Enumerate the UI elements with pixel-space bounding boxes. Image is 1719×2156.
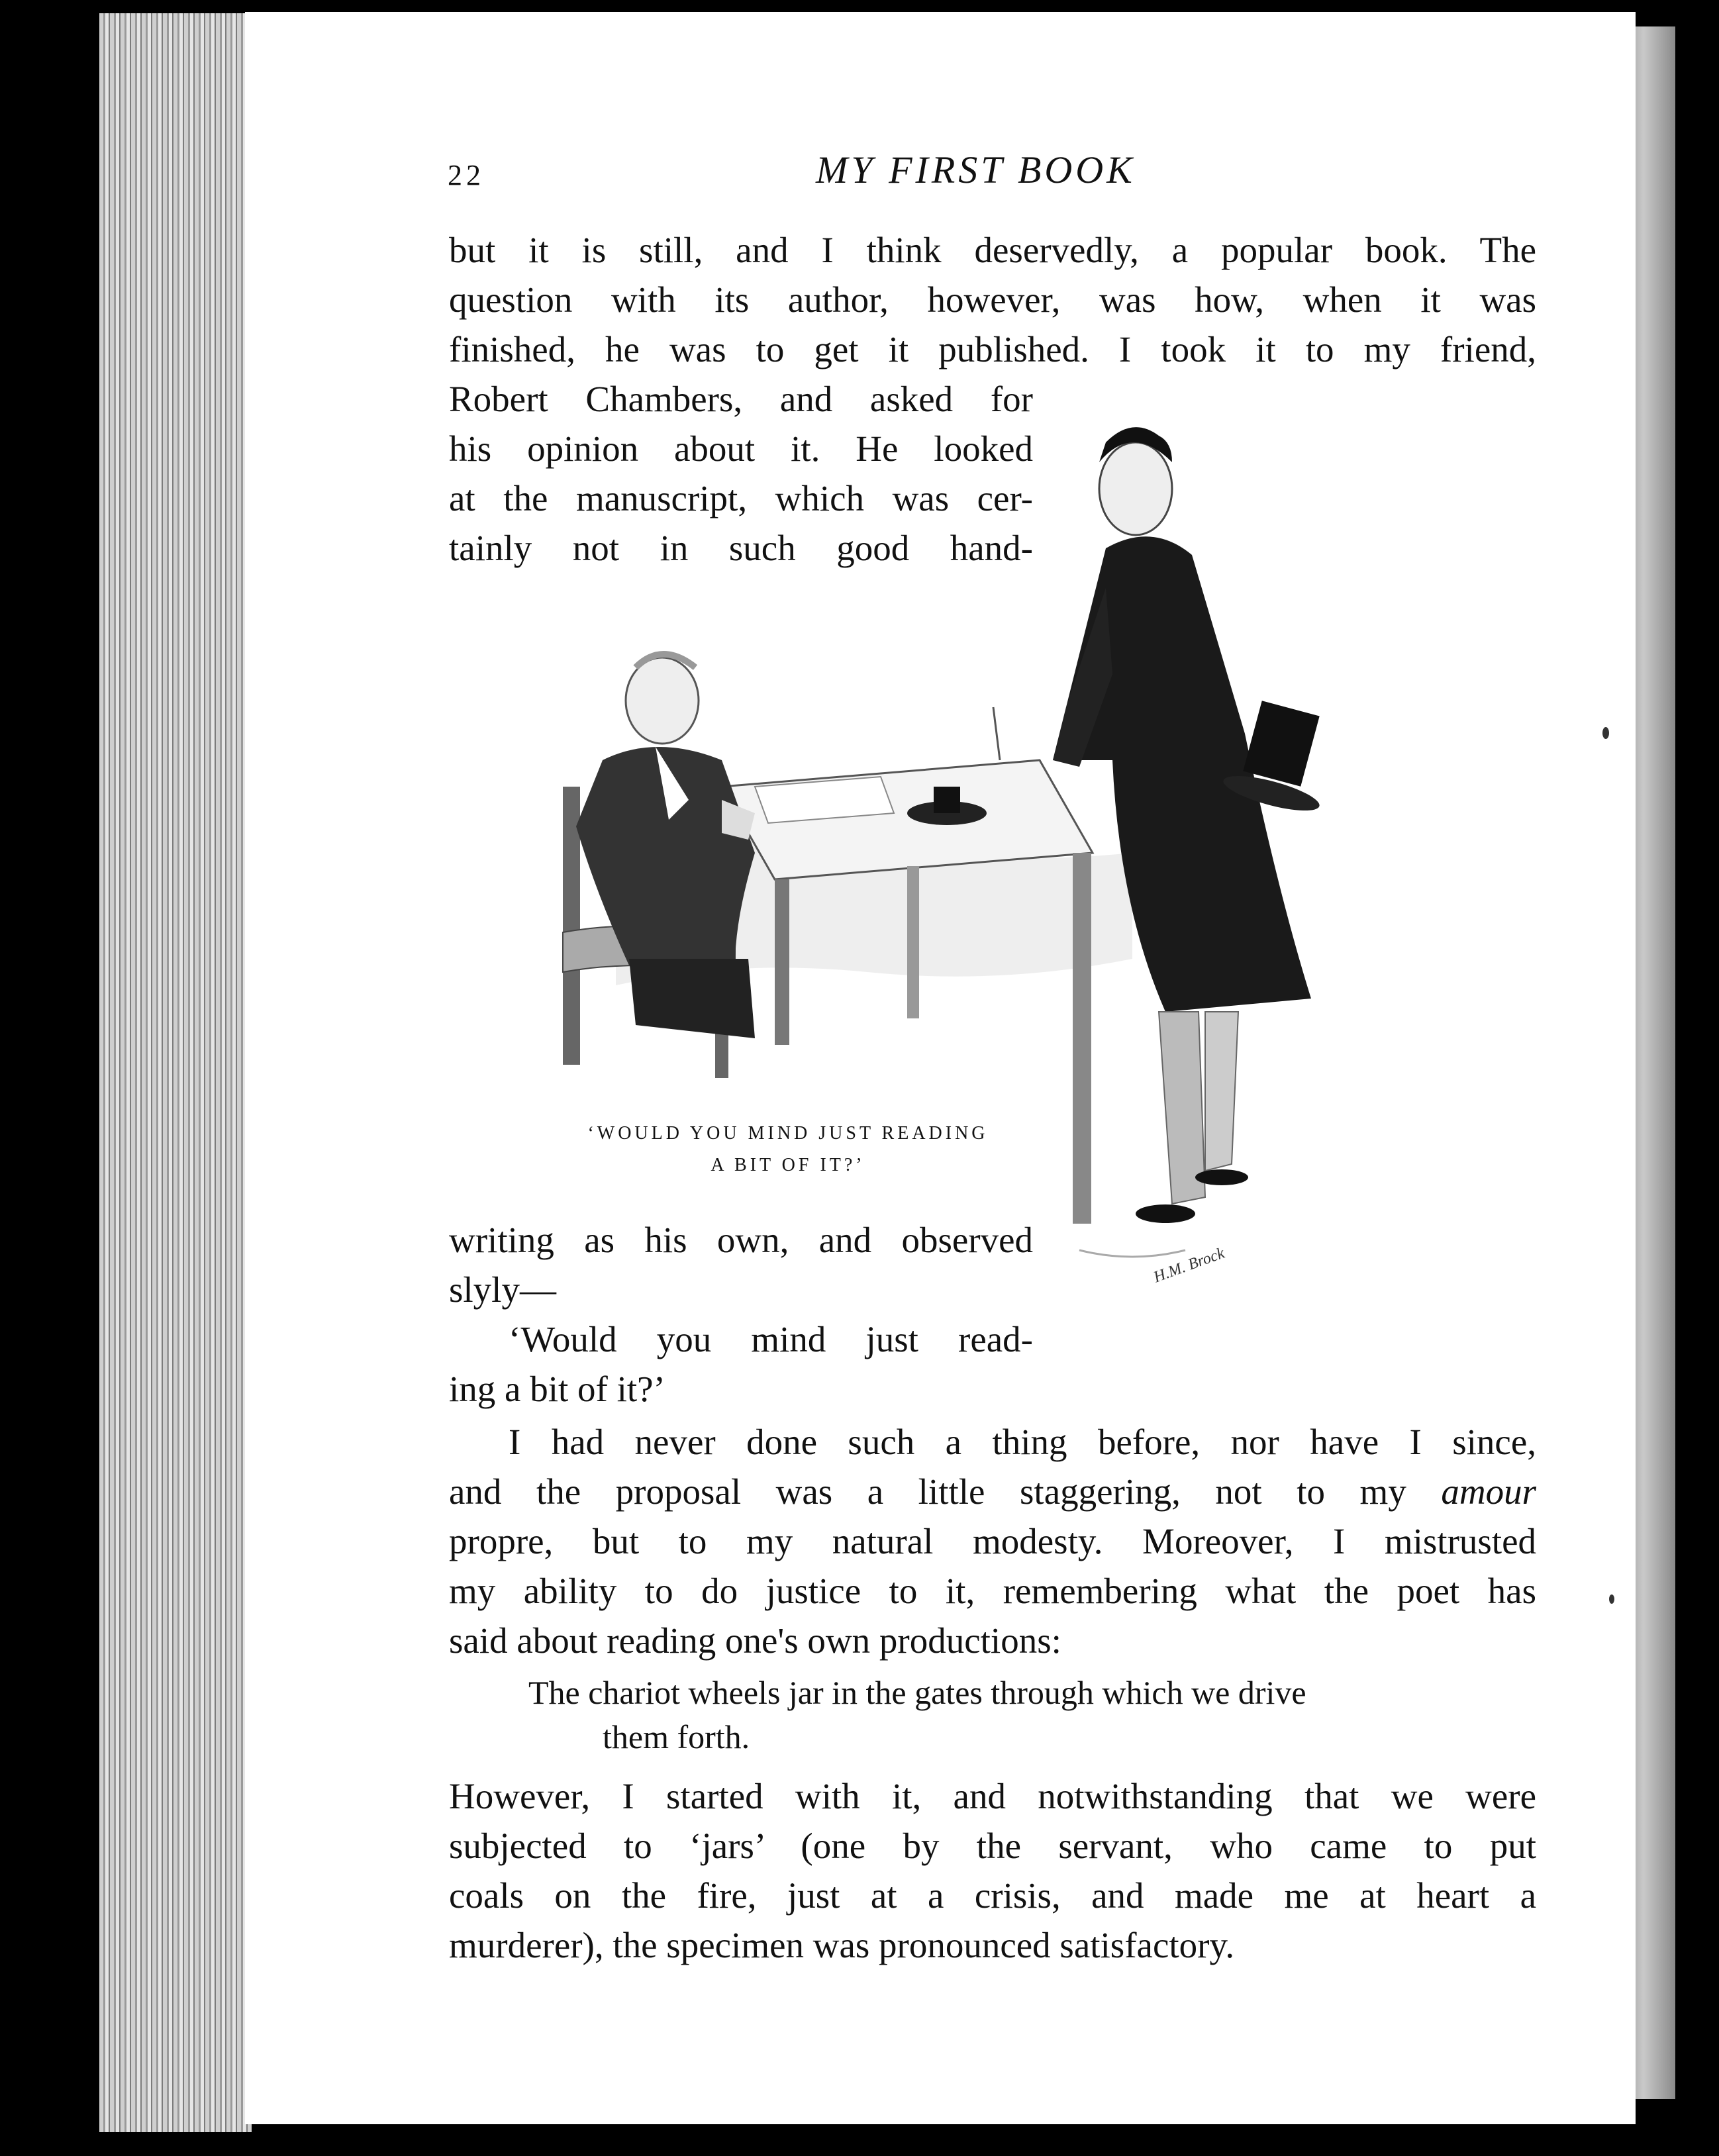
page-edges [99, 13, 252, 2132]
book-page [245, 12, 1636, 2124]
text-line: Robert Chambers, and asked for [449, 379, 1033, 419]
illustration-two-men-at-table [536, 389, 1649, 1330]
text-line: my ability to do justice to it, remembering what the poet has [449, 1571, 1536, 1611]
text-line: slyly— [449, 1269, 556, 1310]
text-line: his opinion about it. He looked [449, 428, 1033, 469]
text-line: subjected to ‘jars’ (one by the servant, who came to put [449, 1826, 1536, 1866]
text-line: However, I started with it, and notwithstanding that we were [449, 1776, 1536, 1816]
text-line: question with its author, however, was how, when it was [449, 279, 1536, 320]
text-span: and the proposal was a little staggering, not to my [449, 1471, 1406, 1512]
running-head [245, 148, 1636, 201]
text-line [449, 1469, 1536, 1515]
text-line: writing as his own, and observed [449, 1220, 1033, 1260]
text-line: ing a bit of it?’ [449, 1369, 665, 1409]
text-line: murderer), the specimen was pronounced satisfactory. [449, 1925, 1235, 1965]
text-line: I had never done such a thing before, nor have I since, [509, 1422, 1536, 1462]
text-line: at the manuscript, which was cer- [449, 478, 1033, 518]
illustrator-signature: H.M. Brock [1151, 1244, 1227, 1287]
text-line: coals on the fire, just at a crisis, and made me at heart a [449, 1875, 1536, 1916]
text-line: tainly not in such good hand- [449, 528, 1033, 568]
illustration-caption-line-2: A BIT OF IT?’ [711, 1155, 865, 1175]
italic-phrase: amour [1441, 1471, 1536, 1512]
running-title: MY FIRST BOOK [816, 148, 1136, 191]
quote-line: The chariot wheels jar in the gates through which we drive [528, 1674, 1306, 1711]
text-line: but it is still, and I think deservedly, a popular book. The [449, 230, 1536, 270]
page-mark [1602, 727, 1609, 739]
page-number: 22 [448, 159, 485, 191]
quote-line: them forth. [603, 1718, 750, 1755]
text-line: finished, he was to get it published. I took it to my friend, [449, 329, 1536, 369]
text-line: ‘Would you mind just read- [509, 1319, 1033, 1359]
illustration-caption-line-1: ‘WOULD YOU MIND JUST READING [587, 1123, 989, 1144]
page-mark [1609, 1594, 1614, 1604]
text-line: propre, but to my natural modesty. Moreover, I mistrusted [449, 1521, 1536, 1561]
text-line: said about reading one's own productions: [449, 1620, 1061, 1661]
